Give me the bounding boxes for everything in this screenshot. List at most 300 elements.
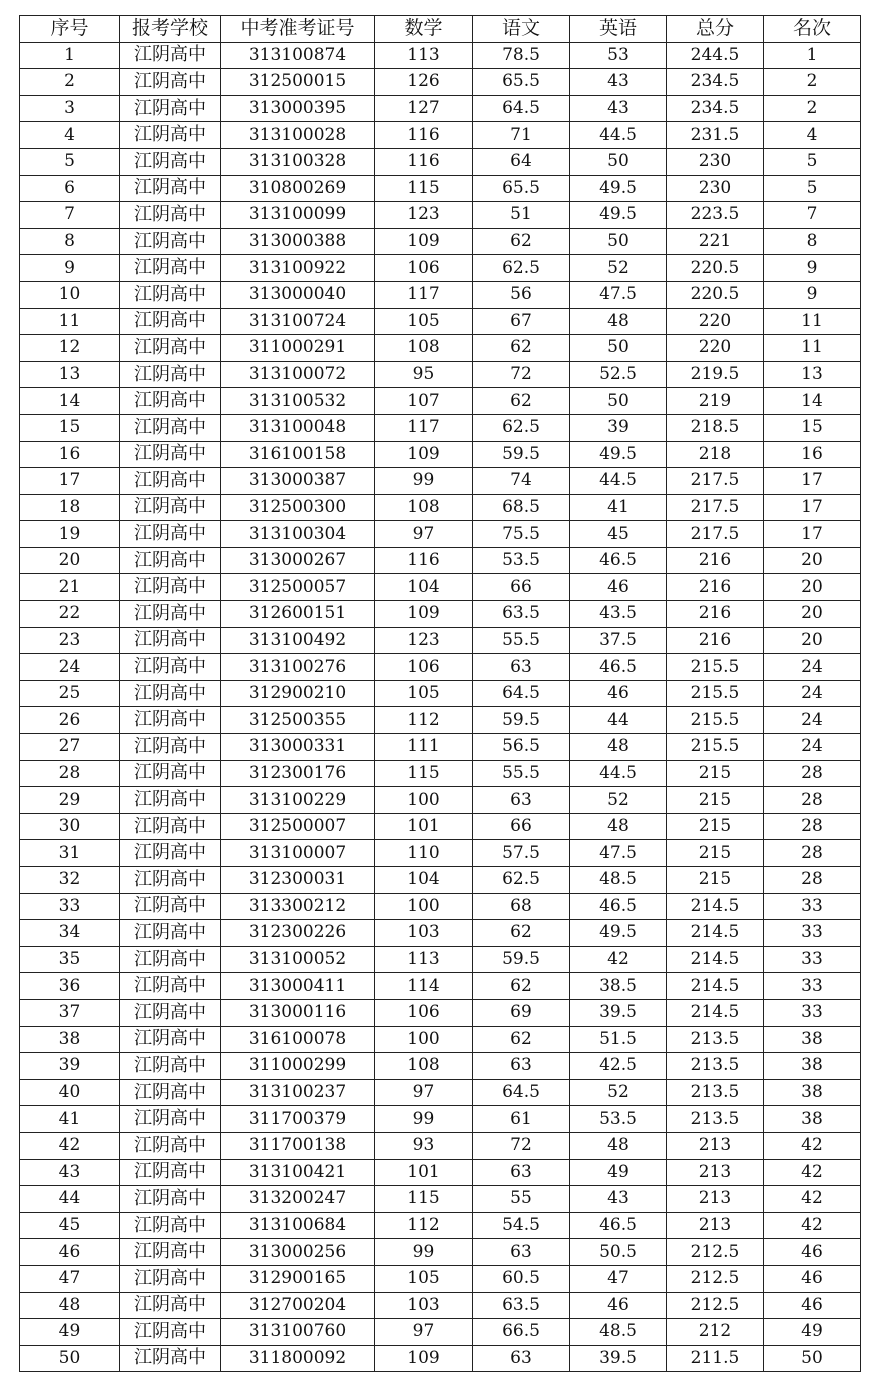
table-row (20, 654, 861, 681)
cell-total: 220 (667, 308, 764, 335)
cell-total: 223.5 (667, 202, 764, 229)
cell-english: 48.5 (570, 867, 667, 894)
cell-index: 13 (20, 361, 120, 388)
cell-rank: 46 (764, 1239, 861, 1266)
cell-school: 江阴高中 (120, 468, 221, 495)
cell-total: 212.5 (667, 1265, 764, 1292)
cell-index: 46 (20, 1239, 120, 1266)
cell-rank: 28 (764, 867, 861, 894)
cell-school: 江阴高中 (120, 1106, 221, 1133)
cell-index: 31 (20, 840, 120, 867)
cell-total: 215.5 (667, 654, 764, 681)
cell-school: 江阴高中 (120, 547, 221, 574)
table-row (20, 574, 861, 601)
cell-english: 51.5 (570, 1026, 667, 1053)
cell-math: 109 (375, 228, 473, 255)
cell-school: 江阴高中 (120, 574, 221, 601)
cell-total: 213.5 (667, 1026, 764, 1053)
cell-math: 100 (375, 893, 473, 920)
cell-total: 214.5 (667, 893, 764, 920)
cell-rank: 33 (764, 946, 861, 973)
table-row (20, 999, 861, 1026)
cell-rank: 17 (764, 494, 861, 521)
cell-english: 47 (570, 1265, 667, 1292)
cell-math: 116 (375, 122, 473, 149)
cell-chinese: 62 (473, 1026, 570, 1053)
cell-math: 100 (375, 787, 473, 814)
cell-index: 35 (20, 946, 120, 973)
table-row (20, 414, 861, 441)
cell-math: 104 (375, 574, 473, 601)
table-row (20, 281, 861, 308)
cell-total: 215.5 (667, 734, 764, 761)
cell-total: 213 (667, 1186, 764, 1213)
cell-english: 53.5 (570, 1106, 667, 1133)
cell-total: 212 (667, 1319, 764, 1346)
cell-math: 101 (375, 1159, 473, 1186)
cell-chinese: 62 (473, 388, 570, 415)
table-row (20, 202, 861, 229)
table-row (20, 1186, 861, 1213)
cell-school: 江阴高中 (120, 414, 221, 441)
cell-total: 214.5 (667, 999, 764, 1026)
cell-total: 213 (667, 1159, 764, 1186)
cell-exam-id: 311700138 (221, 1132, 375, 1159)
cell-school: 江阴高中 (120, 1212, 221, 1239)
cell-school: 江阴高中 (120, 601, 221, 628)
table-row (20, 1319, 861, 1346)
cell-english: 41 (570, 494, 667, 521)
cell-rank: 14 (764, 388, 861, 415)
cell-index: 9 (20, 255, 120, 282)
score-sheet (19, 15, 861, 1372)
cell-math: 101 (375, 813, 473, 840)
cell-chinese: 63 (473, 654, 570, 681)
cell-total: 214.5 (667, 920, 764, 947)
cell-english: 49.5 (570, 202, 667, 229)
cell-english: 50 (570, 335, 667, 362)
cell-rank: 24 (764, 654, 861, 681)
cell-math: 117 (375, 281, 473, 308)
table-row (20, 734, 861, 761)
cell-chinese: 59.5 (473, 946, 570, 973)
cell-exam-id: 312900210 (221, 680, 375, 707)
cell-exam-id: 312300176 (221, 760, 375, 787)
cell-exam-id: 312500007 (221, 813, 375, 840)
cell-index: 36 (20, 973, 120, 1000)
cell-school: 江阴高中 (120, 973, 221, 1000)
cell-index: 29 (20, 787, 120, 814)
cell-exam-id: 313100099 (221, 202, 375, 229)
cell-math: 103 (375, 920, 473, 947)
cell-math: 126 (375, 69, 473, 96)
cell-math: 123 (375, 202, 473, 229)
cell-total: 217.5 (667, 494, 764, 521)
cell-total: 231.5 (667, 122, 764, 149)
cell-exam-id: 313100052 (221, 946, 375, 973)
cell-chinese: 68.5 (473, 494, 570, 521)
cell-exam-id: 311000291 (221, 335, 375, 362)
cell-exam-id: 312500355 (221, 707, 375, 734)
cell-exam-id: 313100922 (221, 255, 375, 282)
header-total: 总分 (667, 16, 764, 43)
cell-rank: 49 (764, 1319, 861, 1346)
cell-rank: 16 (764, 441, 861, 468)
cell-total: 215 (667, 787, 764, 814)
cell-chinese: 62 (473, 335, 570, 362)
cell-school: 江阴高中 (120, 920, 221, 947)
table-row (20, 1106, 861, 1133)
cell-index: 48 (20, 1292, 120, 1319)
cell-exam-id: 313000256 (221, 1239, 375, 1266)
cell-english: 49.5 (570, 175, 667, 202)
cell-exam-id: 313000040 (221, 281, 375, 308)
cell-school: 江阴高中 (120, 122, 221, 149)
cell-english: 43 (570, 69, 667, 96)
cell-exam-id: 313000267 (221, 547, 375, 574)
cell-rank: 28 (764, 760, 861, 787)
table-row (20, 920, 861, 947)
cell-rank: 33 (764, 973, 861, 1000)
table-row (20, 840, 861, 867)
cell-chinese: 66 (473, 813, 570, 840)
cell-english: 47.5 (570, 840, 667, 867)
cell-school: 江阴高中 (120, 680, 221, 707)
cell-exam-id: 312300031 (221, 867, 375, 894)
cell-index: 27 (20, 734, 120, 761)
cell-school: 江阴高中 (120, 1132, 221, 1159)
cell-rank: 46 (764, 1265, 861, 1292)
cell-index: 32 (20, 867, 120, 894)
cell-index: 16 (20, 441, 120, 468)
table-row (20, 867, 861, 894)
cell-total: 221 (667, 228, 764, 255)
cell-english: 39.5 (570, 999, 667, 1026)
cell-chinese: 72 (473, 361, 570, 388)
cell-rank: 1 (764, 42, 861, 69)
table-row (20, 521, 861, 548)
cell-english: 44.5 (570, 122, 667, 149)
cell-exam-id: 311800092 (221, 1345, 375, 1372)
cell-exam-id: 313000411 (221, 973, 375, 1000)
cell-chinese: 60.5 (473, 1265, 570, 1292)
cell-rank: 42 (764, 1186, 861, 1213)
cell-math: 115 (375, 760, 473, 787)
cell-rank: 8 (764, 228, 861, 255)
cell-total: 216 (667, 627, 764, 654)
table-row (20, 228, 861, 255)
cell-chinese: 55 (473, 1186, 570, 1213)
header-english: 英语 (570, 16, 667, 43)
cell-school: 江阴高中 (120, 787, 221, 814)
table-row (20, 787, 861, 814)
cell-exam-id: 313000331 (221, 734, 375, 761)
cell-index: 6 (20, 175, 120, 202)
cell-school: 江阴高中 (120, 946, 221, 973)
cell-math: 108 (375, 1053, 473, 1080)
cell-total: 213.5 (667, 1079, 764, 1106)
cell-chinese: 54.5 (473, 1212, 570, 1239)
cell-rank: 33 (764, 893, 861, 920)
cell-english: 49 (570, 1159, 667, 1186)
cell-chinese: 64.5 (473, 95, 570, 122)
cell-school: 江阴高中 (120, 281, 221, 308)
cell-english: 43 (570, 95, 667, 122)
cell-english: 48 (570, 1132, 667, 1159)
cell-english: 50 (570, 388, 667, 415)
cell-exam-id: 313100724 (221, 308, 375, 335)
cell-english: 50 (570, 148, 667, 175)
cell-rank: 38 (764, 1106, 861, 1133)
cell-english: 39 (570, 414, 667, 441)
header-chinese: 语文 (473, 16, 570, 43)
cell-index: 30 (20, 813, 120, 840)
cell-math: 99 (375, 1106, 473, 1133)
cell-chinese: 74 (473, 468, 570, 495)
cell-math: 117 (375, 414, 473, 441)
cell-exam-id: 313100304 (221, 521, 375, 548)
cell-math: 127 (375, 95, 473, 122)
cell-index: 23 (20, 627, 120, 654)
cell-exam-id: 313100492 (221, 627, 375, 654)
cell-index: 7 (20, 202, 120, 229)
cell-rank: 11 (764, 308, 861, 335)
cell-exam-id: 313100028 (221, 122, 375, 149)
cell-school: 江阴高中 (120, 1026, 221, 1053)
cell-total: 214.5 (667, 946, 764, 973)
cell-total: 234.5 (667, 69, 764, 96)
cell-school: 江阴高中 (120, 1319, 221, 1346)
cell-total: 217.5 (667, 468, 764, 495)
table-body (20, 42, 861, 1372)
cell-chinese: 63 (473, 1053, 570, 1080)
cell-chinese: 57.5 (473, 840, 570, 867)
cell-school: 江阴高中 (120, 42, 221, 69)
cell-index: 33 (20, 893, 120, 920)
cell-chinese: 62.5 (473, 867, 570, 894)
cell-chinese: 55.5 (473, 760, 570, 787)
cell-school: 江阴高中 (120, 1079, 221, 1106)
cell-math: 110 (375, 840, 473, 867)
cell-total: 216 (667, 601, 764, 628)
cell-total: 217.5 (667, 521, 764, 548)
cell-exam-id: 313000387 (221, 468, 375, 495)
cell-index: 17 (20, 468, 120, 495)
cell-math: 105 (375, 680, 473, 707)
cell-index: 2 (20, 69, 120, 96)
cell-index: 42 (20, 1132, 120, 1159)
cell-chinese: 53.5 (473, 547, 570, 574)
cell-rank: 42 (764, 1212, 861, 1239)
cell-chinese: 62 (473, 228, 570, 255)
cell-total: 220.5 (667, 255, 764, 282)
cell-chinese: 63.5 (473, 1292, 570, 1319)
cell-english: 46 (570, 574, 667, 601)
table-row (20, 122, 861, 149)
table-row (20, 494, 861, 521)
header-index: 序号 (20, 16, 120, 43)
cell-math: 108 (375, 335, 473, 362)
table-row (20, 1053, 861, 1080)
cell-math: 100 (375, 1026, 473, 1053)
cell-exam-id: 313100328 (221, 148, 375, 175)
cell-index: 11 (20, 308, 120, 335)
cell-exam-id: 313100007 (221, 840, 375, 867)
cell-english: 52 (570, 1079, 667, 1106)
cell-exam-id: 316100078 (221, 1026, 375, 1053)
cell-exam-id: 311700379 (221, 1106, 375, 1133)
cell-index: 37 (20, 999, 120, 1026)
cell-chinese: 62.5 (473, 255, 570, 282)
cell-index: 43 (20, 1159, 120, 1186)
header-school: 报考学校 (120, 16, 221, 43)
cell-index: 12 (20, 335, 120, 362)
cell-school: 江阴高中 (120, 308, 221, 335)
cell-chinese: 67 (473, 308, 570, 335)
cell-chinese: 63.5 (473, 601, 570, 628)
cell-chinese: 61 (473, 1106, 570, 1133)
cell-chinese: 66 (473, 574, 570, 601)
cell-total: 213 (667, 1212, 764, 1239)
cell-school: 江阴高中 (120, 95, 221, 122)
header-exam-id: 中考准考证号 (221, 16, 375, 43)
cell-exam-id: 312900165 (221, 1265, 375, 1292)
cell-rank: 20 (764, 627, 861, 654)
cell-math: 115 (375, 175, 473, 202)
cell-index: 24 (20, 654, 120, 681)
cell-school: 江阴高中 (120, 1053, 221, 1080)
cell-math: 112 (375, 707, 473, 734)
cell-rank: 42 (764, 1132, 861, 1159)
cell-exam-id: 313000395 (221, 95, 375, 122)
header-row (20, 16, 861, 43)
cell-rank: 28 (764, 813, 861, 840)
cell-chinese: 68 (473, 893, 570, 920)
cell-school: 江阴高中 (120, 69, 221, 96)
cell-school: 江阴高中 (120, 1345, 221, 1372)
cell-chinese: 78.5 (473, 42, 570, 69)
cell-english: 52 (570, 787, 667, 814)
cell-exam-id: 313100684 (221, 1212, 375, 1239)
cell-school: 江阴高中 (120, 441, 221, 468)
cell-total: 216 (667, 574, 764, 601)
cell-rank: 17 (764, 468, 861, 495)
cell-chinese: 64.5 (473, 680, 570, 707)
cell-english: 48 (570, 734, 667, 761)
cell-index: 4 (20, 122, 120, 149)
cell-math: 93 (375, 1132, 473, 1159)
cell-chinese: 63 (473, 1345, 570, 1372)
table-row (20, 255, 861, 282)
cell-rank: 9 (764, 281, 861, 308)
cell-english: 46.5 (570, 547, 667, 574)
cell-school: 江阴高中 (120, 627, 221, 654)
cell-rank: 46 (764, 1292, 861, 1319)
cell-rank: 2 (764, 95, 861, 122)
cell-exam-id: 313100237 (221, 1079, 375, 1106)
cell-school: 江阴高中 (120, 654, 221, 681)
table-row (20, 308, 861, 335)
cell-chinese: 63 (473, 787, 570, 814)
cell-english: 49.5 (570, 920, 667, 947)
table-row (20, 1239, 861, 1266)
cell-total: 216 (667, 547, 764, 574)
cell-english: 46.5 (570, 893, 667, 920)
cell-exam-id: 312500015 (221, 69, 375, 96)
table-row (20, 893, 861, 920)
cell-rank: 5 (764, 175, 861, 202)
cell-math: 105 (375, 308, 473, 335)
cell-english: 37.5 (570, 627, 667, 654)
cell-total: 215.5 (667, 707, 764, 734)
cell-chinese: 62.5 (473, 414, 570, 441)
table-row (20, 69, 861, 96)
cell-chinese: 69 (473, 999, 570, 1026)
cell-exam-id: 312700204 (221, 1292, 375, 1319)
cell-index: 28 (20, 760, 120, 787)
cell-rank: 33 (764, 920, 861, 947)
cell-english: 48 (570, 813, 667, 840)
table-row (20, 707, 861, 734)
cell-chinese: 56.5 (473, 734, 570, 761)
cell-math: 106 (375, 255, 473, 282)
cell-rank: 42 (764, 1159, 861, 1186)
table-row (20, 813, 861, 840)
cell-exam-id: 313100874 (221, 42, 375, 69)
cell-math: 113 (375, 42, 473, 69)
cell-index: 50 (20, 1345, 120, 1372)
cell-chinese: 65.5 (473, 175, 570, 202)
cell-index: 25 (20, 680, 120, 707)
table-row (20, 175, 861, 202)
cell-math: 109 (375, 601, 473, 628)
cell-school: 江阴高中 (120, 1159, 221, 1186)
cell-chinese: 62 (473, 973, 570, 1000)
cell-school: 江阴高中 (120, 255, 221, 282)
cell-chinese: 65.5 (473, 69, 570, 96)
table-row (20, 547, 861, 574)
cell-exam-id: 312600151 (221, 601, 375, 628)
cell-chinese: 64 (473, 148, 570, 175)
cell-english: 50 (570, 228, 667, 255)
cell-rank: 7 (764, 202, 861, 229)
table-row (20, 441, 861, 468)
cell-index: 45 (20, 1212, 120, 1239)
table-row (20, 335, 861, 362)
cell-total: 215 (667, 840, 764, 867)
cell-school: 江阴高中 (120, 388, 221, 415)
cell-exam-id: 313100421 (221, 1159, 375, 1186)
cell-math: 112 (375, 1212, 473, 1239)
cell-school: 江阴高中 (120, 175, 221, 202)
cell-chinese: 62 (473, 920, 570, 947)
cell-chinese: 71 (473, 122, 570, 149)
cell-english: 46.5 (570, 654, 667, 681)
table-row (20, 1159, 861, 1186)
cell-total: 213 (667, 1132, 764, 1159)
cell-total: 244.5 (667, 42, 764, 69)
cell-rank: 5 (764, 148, 861, 175)
table-row (20, 148, 861, 175)
cell-math: 111 (375, 734, 473, 761)
cell-total: 219.5 (667, 361, 764, 388)
cell-english: 53 (570, 42, 667, 69)
cell-total: 212.5 (667, 1239, 764, 1266)
cell-math: 104 (375, 867, 473, 894)
cell-exam-id: 310800269 (221, 175, 375, 202)
cell-english: 38.5 (570, 973, 667, 1000)
cell-school: 江阴高中 (120, 734, 221, 761)
